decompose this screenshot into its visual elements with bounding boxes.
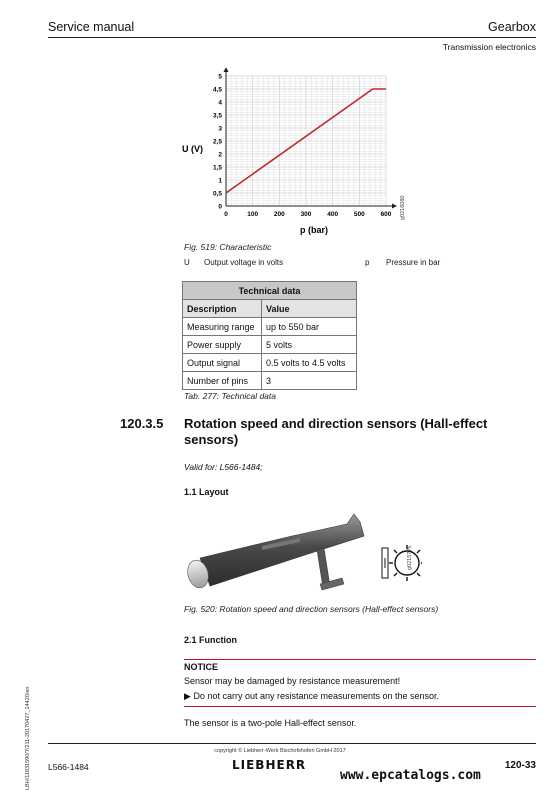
liebherr-logo: LIEBHERR	[232, 758, 307, 772]
section-number: 120.3.5	[120, 416, 164, 431]
characteristic-chart	[180, 68, 420, 240]
table-header-value: Value	[262, 300, 357, 318]
figure-520-caption: Fig. 520: Rotation speed and direction sensors (Hall-effect sensors)	[184, 604, 439, 614]
section-title: Rotation speed and direction sensors (Hall-effect sensors)	[184, 416, 488, 447]
x-axis-arrow	[392, 204, 397, 209]
legend-text-p: Pressure in bar	[386, 258, 441, 267]
table-cell: 0.5 volts to 4.5 volts	[262, 354, 357, 372]
y-tick-label: 3	[218, 125, 222, 133]
footer-model: L566-1484	[48, 762, 89, 772]
header-title: Service manual	[48, 20, 135, 34]
page-number: 120-33	[504, 760, 536, 771]
y-tick-label: 3,5	[212, 112, 222, 120]
watermark: www.epcatalogs.com	[340, 768, 481, 783]
technical-data-table	[182, 281, 357, 390]
y-tick-label: 4	[218, 99, 222, 107]
body-paragraph: The sensor is a two-pole Hall-effect sensor.	[184, 718, 357, 728]
table-cell: Output signal	[183, 354, 262, 372]
y-tick-label: 1	[218, 177, 222, 185]
notice-text: Sensor may be damaged by resistance measurement!	[184, 676, 401, 686]
legend-text-u: Output voltage in volts	[204, 258, 284, 267]
layout-heading: 1.1 Layout	[184, 487, 229, 497]
notice-bottom-rule	[184, 706, 536, 707]
function-heading: 2.1 Function	[184, 635, 238, 645]
y-tick-label: 0	[218, 203, 222, 211]
x-tick-label: 200	[273, 211, 285, 218]
x-tick-label: 500	[353, 211, 365, 218]
notice-top-rule	[184, 659, 536, 660]
y-tick-label: 2	[218, 151, 222, 159]
y-tick-label: 1,5	[212, 164, 222, 172]
copyright: copyright © Liebherr-Werk Bischofshofen GmbH 2017	[214, 748, 346, 754]
notice-title: NOTICE	[184, 662, 219, 672]
table-caption: Tab. 277: Technical data	[184, 391, 276, 401]
table-cell: Power supply	[183, 336, 262, 354]
y-tick-label: 5	[218, 73, 222, 81]
table-row	[183, 336, 357, 354]
valid-for: Valid for: L566-1484;	[184, 462, 263, 472]
y-tick-label: 2,5	[212, 138, 222, 146]
x-tick-label: 600	[380, 211, 392, 218]
footer-divider	[48, 743, 536, 744]
x-axis-label: p (bar)	[300, 225, 328, 235]
table-cell: Number of pins	[183, 372, 262, 390]
x-tick-label: 0	[224, 211, 228, 218]
table-row	[183, 354, 357, 372]
y-axis-label: U (V)	[182, 144, 203, 154]
table-title: Technical data	[183, 282, 357, 300]
side-document-code: LBH/11831590/7/211-20170427_14420/en	[25, 686, 31, 790]
x-tick-label: 300	[300, 211, 312, 218]
notice-bullet-text: Do not carry out any resistance measurements on the sensor.	[193, 691, 440, 701]
header-divider	[48, 37, 536, 38]
table-row	[183, 372, 357, 390]
y-tick-label: 0,5	[212, 190, 222, 198]
table-header-description: Description	[183, 300, 262, 318]
table-cell: 5 volts	[262, 336, 357, 354]
x-tick-label: 100	[247, 211, 259, 218]
y-tick-label: 4,5	[212, 86, 222, 94]
magnet-symbol	[382, 548, 388, 578]
figure-code: g0216080	[400, 195, 406, 220]
hall-sensor-illustration	[182, 506, 422, 598]
table-row	[183, 318, 357, 336]
notice-bullet	[184, 691, 439, 702]
table-cell: 3	[262, 372, 357, 390]
figure-520-code: g0215776	[407, 545, 413, 570]
arrow-right-icon: ▶	[184, 691, 191, 701]
x-tick-label: 400	[327, 211, 339, 218]
figure-519-caption: Fig. 519: Characteristic	[184, 242, 272, 252]
legend-symbol-u: U	[184, 258, 190, 267]
legend-symbol-p: p	[365, 258, 370, 267]
table-cell: Measuring range	[183, 318, 262, 336]
y-axis-arrow	[224, 68, 229, 72]
header-section: Gearbox	[488, 20, 536, 34]
chart-grid	[226, 76, 386, 206]
table-cell: up to 550 bar	[262, 318, 357, 336]
header-subsection: Transmission electronics	[442, 42, 536, 52]
gear-symbol	[389, 545, 422, 581]
